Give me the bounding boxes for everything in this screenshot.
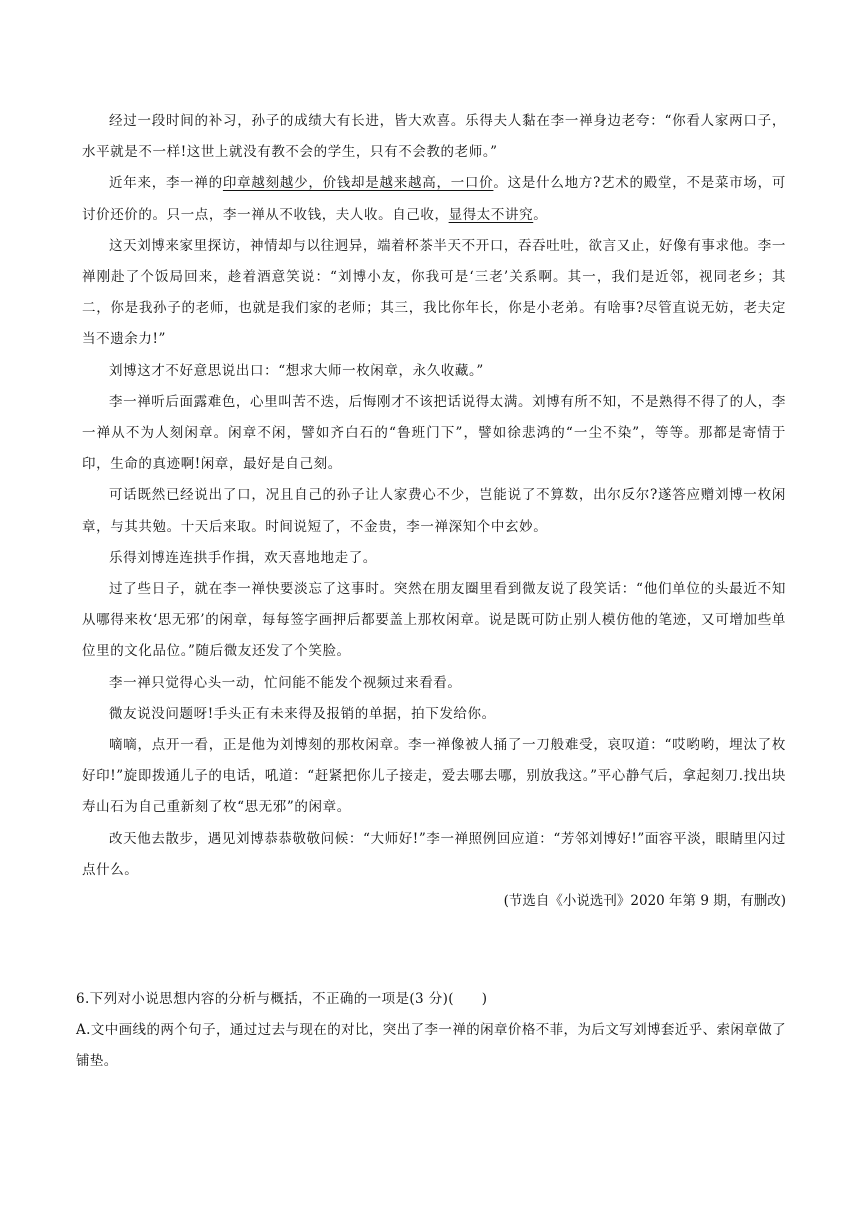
paragraph-10: 微友说没问题呀!手头正有未来得及报销的单据，拍下发给你。 (109, 705, 496, 722)
paragraph-5: 李一禅听后面露难色，心里叫苦不迭，后悔刚才不该把话说得太满。刘博有所不知，不是熟得不得了的人，李一禅从不为人刻闲章。闲章不闲，譬如齐白石的“鲁班门下”，譬如徐悲鸿的“一尘不染”，等等。那都是寄情于印，生命的真迹啊!闲章，最好是自己刻。 (82, 393, 786, 473)
paragraph-1: 经过一段时间的补习，孙子的成绩大有长进，皆大欢喜。乐得夫人黏在李一禅身边老夸：“你看人家两口子，水平就是不一样!这世上就没有教不会的学生，只有不会教的老师。” (82, 113, 786, 161)
paragraph-7: 乐得刘博连连拱手作揖，欢天喜地地走了。 (109, 549, 377, 566)
question-stem: 6.下列对小说思想内容的分析与概括，不正确的一项是(3 分)( ) (76, 991, 488, 1007)
paragraph-2 (82, 168, 786, 230)
question-6 (76, 984, 786, 1078)
paragraph-8: 过了些日子，就在李一禅快要淡忘了这事时。突然在朋友圈里看到微友说了段笑话：“他们单位的头最近不知从哪得来枚‘思无邪’的闲章，每每签字画押后都要盖上那枚闲章。说是既可防止别人模仿他的笔迹，又可增加些单位里的文化品位。”随后微友还发了个笑脸。 (82, 581, 786, 660)
paragraph-3: 这天刘博来家里探访，神情却与以往迥异，端着杯茶半天不开口，吞吞吐吐，欲言又止，好像有事求他。李一禅刚赴了个饭局回来，趁着酒意笑说：“刘博小友，你我可是‘三老’关系啊。其一，我们是近邻，视同老乡；其二，你是我孙子的老师，也就是我们家的老师；其三，我比你年长，你是小老弟。有啥事?尽管直说无妨，老夫定当不遗余力!” (82, 237, 786, 348)
paragraph-4: 刘博这才不好意思说出口：“想求大师一枚闲章，永久收藏。” (109, 362, 484, 379)
passage (82, 106, 786, 917)
paragraph-2-pre: 近年来，李一禅的 (109, 175, 223, 192)
paragraph-12: 改天他去散步，遇见刘博恭恭敬敬问候：“大师好!”李一禅照例回应道：“芳邻刘博好!”面容平淡，眼睛里闪过点什么。 (82, 830, 786, 878)
paragraph-2-post: 。 (533, 206, 548, 223)
paragraph-6: 可话既然已经说出了口，况且自己的孙子让人家费心不少，岂能说了不算数，出尔反尔?遂答应赠刘博一枚闲章，与其共勉。十天后来取。时间说短了，不金贵，李一禅深知个中玄妙。 (82, 487, 786, 535)
paragraph-11: 嘀嘀，点开一看，正是他为刘博刻的那枚闲章。李一禅像被人捅了一刀般难受，哀叹道：“哎哟哟，埋汰了枚好印!”旋即拨通儿子的电话，吼道：“赶紧把你儿子接走，爱去哪去哪，别放我这。”平心静气后，拿起刻刀.找出块寿山石为自己重新刻了枚“思无邪”的闲章。 (82, 737, 786, 816)
paragraph-9: 李一禅只觉得心头一动，忙问能不能发个视频过来看看。 (109, 674, 462, 691)
paragraph-2-mid: 。这是什么地方?艺术的殿堂，不是菜市场，可讨价还价的。只一点，李一禅从不收钱，夫人收。自己收， (82, 175, 786, 223)
underlined-sentence-1: 印章越刻越少，价钱却是越来越高，一口价 (222, 175, 494, 192)
source-citation: (节选自《小说选刊》2020 年第 9 期，有删改) (503, 893, 786, 910)
option-a: A.文中画线的两个句子，通过过去与现在的对比，突出了李一禅的闲章价格不菲，为后文写刘博套近乎、索闲章做了铺垫。 (76, 1022, 786, 1070)
underlined-sentence-2: 显得太不讲究 (448, 206, 534, 223)
